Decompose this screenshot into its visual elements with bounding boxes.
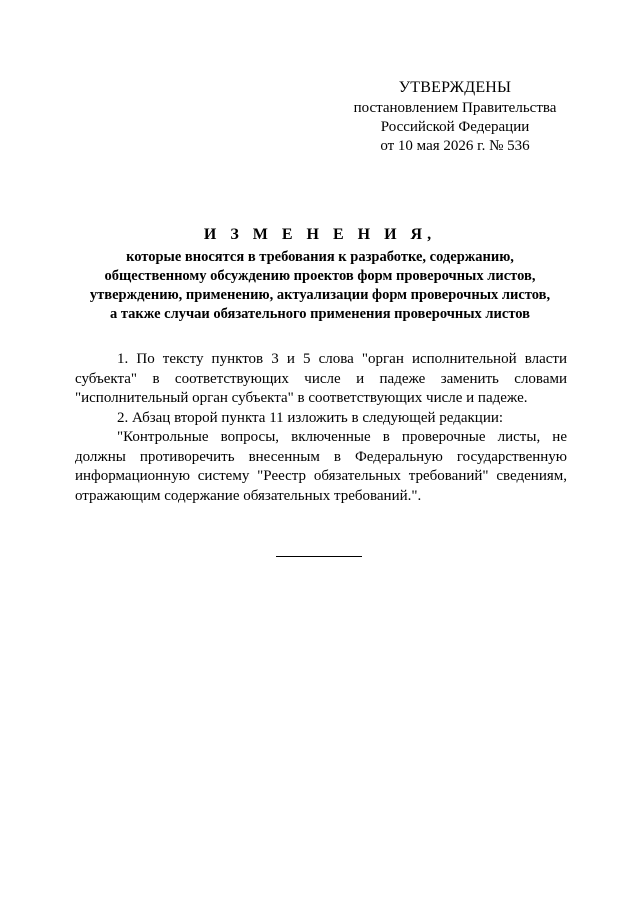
approval-stamp xyxy=(340,78,570,156)
approval-line-3: от 10 мая 2026 г. № 536 xyxy=(380,138,530,154)
approval-line-2: Российской Федерации xyxy=(380,119,530,135)
approval-title: УТВЕРЖДЕНЫ xyxy=(398,79,512,96)
end-divider-line xyxy=(276,556,362,557)
document-body xyxy=(75,350,567,506)
paragraph-1: 1. По тексту пунктов 3 и 5 слова "орган исполнительной власти субъекта" в соответствующих числе и падеже заменить словами "исполнительный орган субъекта" в соответствующих числе и падеже. xyxy=(75,351,567,406)
paragraph-3: "Контрольные вопросы, включенные в проверочные листы, не должны противоречить внесенным в Федеральную государственную информационную систему "Реестр обязательных требований" сведениям, отражающим содержание обязательных требований.". xyxy=(75,429,567,504)
document-subtitle-line-1: которые вносятся в требования к разработке, содержанию, xyxy=(126,249,514,265)
approval-line-1: постановлением Правительства xyxy=(353,100,557,116)
document-subtitle-line-2: общественному обсуждению проектов форм проверочных листов, xyxy=(104,268,536,284)
document-title: И З М Е Н Е Н И Я, xyxy=(203,226,437,243)
document-subtitle-line-3: утверждению, применению, актуализации форм проверочных листов, xyxy=(89,287,551,303)
document-heading xyxy=(70,224,570,324)
document-subtitle-line-4: а также случаи обязательного применения проверочных листов xyxy=(109,306,530,322)
paragraph-2: 2. Абзац второй пункта 11 изложить в следующей редакции: xyxy=(117,409,504,426)
